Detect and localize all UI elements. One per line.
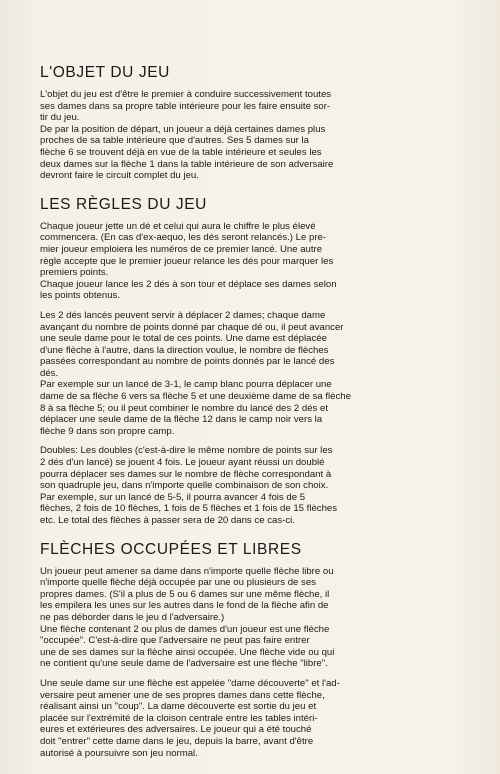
section-title-fleches: FLÈCHES OCCUPÉES ET LIBRES	[40, 540, 302, 558]
paragraph-objet: L'objet du jeu est d'être le premier à conduire successivement toutes ses dames dans sa propre table intérieure pour les faire ensuite sor- tir du jeu. De par la position de départ, un joueur a déjà certaines dames plus proches de sa table intérieure que d'autres. Ses 5 dames sur la flèche 6 se trouvent déjà en vue de la table intérieure et seules les deux dames sur la flèche 1 dans la table intérieure de son adversaire devront faire le circuit complet du jeu.	[40, 89, 334, 182]
section-title-regles: LES RÈGLES DU JEU	[40, 195, 207, 213]
section-title-objet: L'OBJET DU JEU	[40, 64, 170, 81]
paragraph-doubles: Doubles: Les doubles (c'est-à-dire le même nombre de points sur les 2 dés d'un lancé) se jouent 4 fois. Le joueur ayant réussi un doublé pourra déplacer ses dames sur le nombre de flèche correspondant à son quadruple jeu, dans n'importe quelle combinaison de son choix. Par exemple, sur un lancé de 5-5, il pourra avancer 4 fois de 5 flèches, 2 fois de 10 flèches, 1 fois de 5 flèches et 1 fois de 15 flèches etc. Le total des flèches à passer sera de 20 dans ce cas-ci.	[40, 445, 338, 526]
paragraph-fleches-1: Un joueur peut amener sa dame dans n'importe quelle flèche libre ou n'importe quelle flèche déjà occupée par une ou plusieurs de ses propres dames. (S'il a plus de 5 ou 6 dames sur une même flèche, il les empilera les unes sur les autres dans le fond de la flèche afin de ne pas déborder dans le jeu d l'adversaire.) Une flèche contenant 2 ou plus de dames d'un joueur est une flèche "occupée". C'est-à-dire que l'adversaire ne peut pas faire entrer une de ses dames sur la flèche ainsi occupée. Une flèche vide ou qui ne contient qu'une seule dame de l'adversaire est une flèche "libre".	[40, 565, 335, 670]
document-body	[40, 64, 480, 759]
paragraph-fleches-2: Une seule dame sur une flèche est appelée "dame découverte" et l'ad- versaire peut amener une de ses propres dames dans cette flèche, réalisant ainsi un "coup". La dame découverte est sortie du jeu et placée sur l'extrémité de la cloison centrale entre les tables intéri- eures et extérieures des adversaires. Le joueur qui a été touché doit "entrer" cette dame dans le jeu, depuis la barre, avant d'être autorisé à poursuivre son jeu normal.	[40, 677, 340, 759]
paragraph-regles-2: Les 2 dés lancés peuvent servir à déplacer 2 dames; chaque dame avançant du nombre de points donné par chaque dé ou, il peut avancer une seule dame pour le total de ces points. Une dame est déplacée d'une flèche à l'autre, dans la direction voulue, le nombre de flèches passées correspondant au nombre de points donnés par le lancé des dés. Par exemple sur un lancé de 3-1, le camp blanc pourra déplacer une dame de sa flèche 6 vers sa flèche 5 et une deuxième dame de sa flèche 8 à sa flèche 5; ou il peut combiner le nombre du lancé des 2 dés et déplacer une seule dame de la flèche 12 dans le camp noir vers la flèche 9 dans son propre camp.	[40, 309, 351, 437]
paragraph-regles-1: Chaque joueur jette un dé et celui qui aura le chiffre le plus élevé commencera. (En cas d'ex-aequo, les dés seront relancés.) Le pre- mier joueur emploiera les numéros de ce premier lancé. Une autre règle accepte que le premier joueur relance les dés pour marquer les premiers points. Chaque joueur lance les 2 dés à son tour et déplace ses dames selon les points obtenus.	[40, 220, 337, 302]
